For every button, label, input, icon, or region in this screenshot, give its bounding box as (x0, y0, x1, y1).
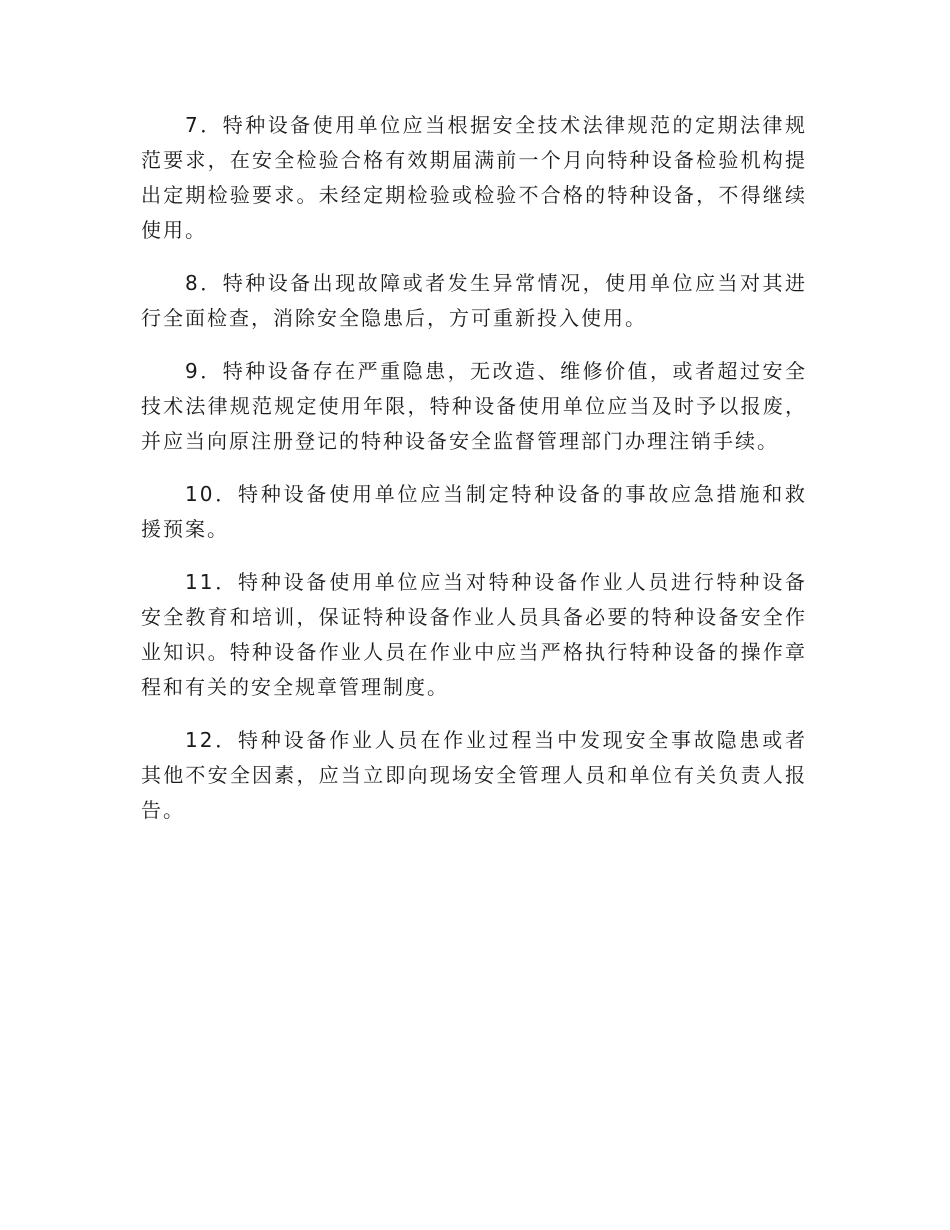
paragraph-8: 8．特种设备出现故障或者发生异常情况，使用单位应当对其进行全面检查，消除安全隐患后，方可重新投入使用。 (141, 271, 807, 330)
paragraph-11: 11．特种设备使用单位应当对特种设备作业人员进行特种设备安全教育和培训，保证特种设备作业人员具备必要的特种设备安全作业知识。特种设备作业人员在作业中应当严格执行特种设备的操作章程和有关的安全规章管理制度。 (141, 570, 807, 699)
document-body (141, 108, 807, 846)
paragraph-10: 10．特种设备使用单位应当制定特种设备的事故应急措施和救援预案。 (141, 482, 807, 541)
paragraph-7: 7．特种设备使用单位应当根据安全技术法律规范的定期法律规范要求，在安全检验合格有效期届满前一个月向特种设备检验机构提出定期检验要求。未经定期检验或检验不合格的特种设备，不得继续使用。 (141, 113, 807, 242)
paragraph-9: 9．特种设备存在严重隐患，无改造、维修价值，或者超过安全技术法律规范规定使用年限，特种设备使用单位应当及时予以报废，并应当向原注册登记的特种设备安全监督管理部门办理注销手续。 (141, 359, 807, 453)
paragraph-12: 12．特种设备作业人员在作业过程当中发现安全事故隐患或者其他不安全因素，应当立即向现场安全管理人员和单位有关负责人报告。 (141, 728, 807, 822)
